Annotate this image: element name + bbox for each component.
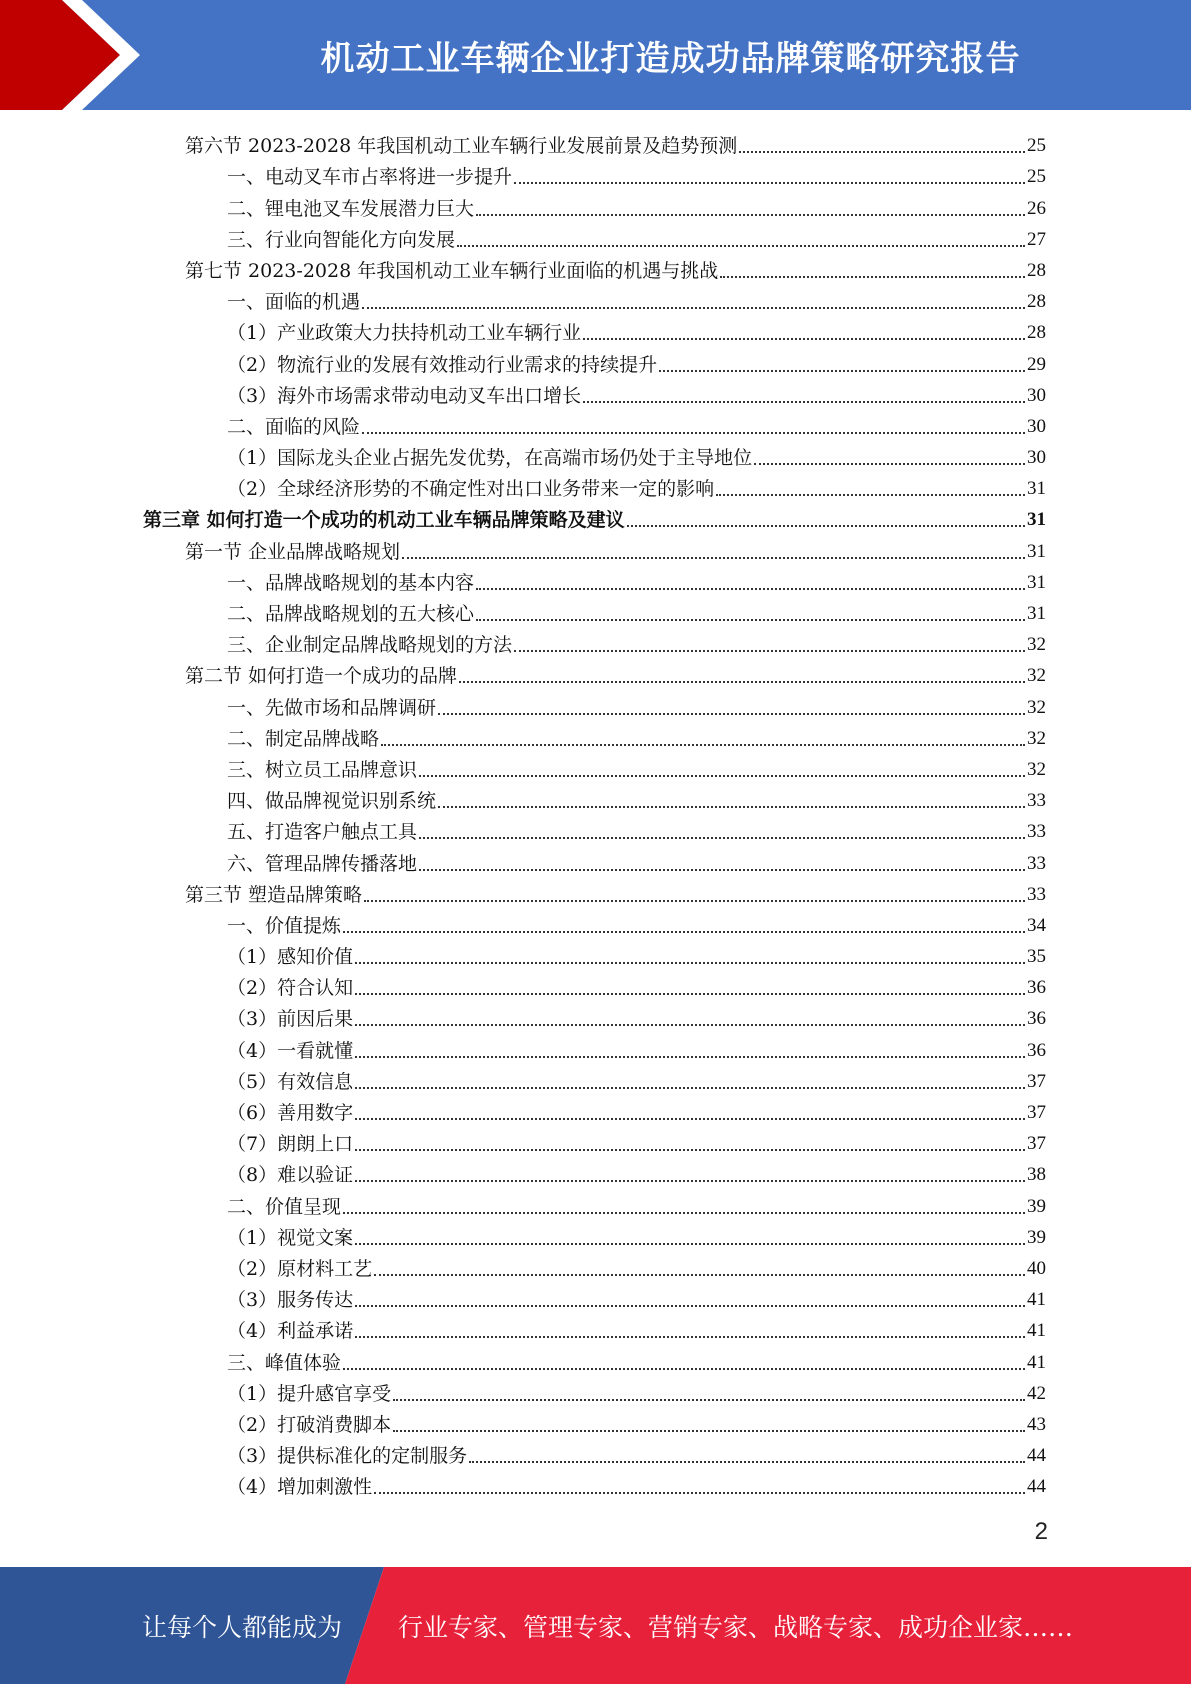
toc-entry-page: 33 <box>1027 821 1046 843</box>
toc-entry-title: （8）难以验证 <box>227 1164 354 1187</box>
toc-entry-page: 42 <box>1027 1382 1046 1404</box>
toc-entry-title: 一、先做市场和品牌调研 <box>227 696 437 719</box>
toc-dot-leader <box>459 681 1025 683</box>
toc-dot-leader <box>355 962 1025 964</box>
toc-entry-title: （6）善用数字 <box>227 1102 354 1124</box>
toc-entry[interactable] <box>0 1187 1191 1218</box>
toc-entry[interactable] <box>0 1406 1191 1437</box>
toc-entry-page: 25 <box>1027 135 1046 157</box>
toc-entry[interactable] <box>0 876 1191 907</box>
toc-entry-page: 36 <box>1027 1008 1046 1030</box>
toc-entry-page: 39 <box>1027 1226 1046 1248</box>
toc-dot-leader <box>355 1087 1025 1089</box>
page-header <box>0 0 1191 110</box>
toc-entry[interactable] <box>0 1281 1191 1312</box>
toc-dot-leader <box>355 1149 1025 1151</box>
toc-entry-page: 31 <box>1027 603 1046 624</box>
toc-entry-title: （2）原材料工艺 <box>227 1257 373 1280</box>
toc-dot-leader <box>419 837 1025 839</box>
toc-entry-title: 三、企业制定品牌战略规划的方法 <box>227 634 513 657</box>
toc-entry-title: （2）全球经济形势的不确定性对出口业务带来一定的影响 <box>227 478 715 501</box>
toc-dot-leader <box>374 1492 1025 1494</box>
toc-entry-title: （2）物流行业的发展有效推动行业需求的持续提升 <box>227 353 658 376</box>
toc-entry[interactable] <box>0 969 1191 1000</box>
toc-entry-title: 第六节 2023-2028 年我国机动工业车辆行业发展前景及趋势预测 <box>185 135 738 158</box>
toc-entry-page: 36 <box>1027 977 1046 999</box>
toc-dot-leader <box>355 1118 1025 1120</box>
toc-entry-page: 37 <box>1027 1102 1046 1123</box>
toc-entry-title: （4）利益承诺 <box>227 1320 354 1343</box>
toc-entry-page: 31 <box>1027 571 1046 593</box>
toc-dot-leader <box>355 1024 1025 1026</box>
toc-dot-leader <box>343 1212 1025 1214</box>
toc-entry[interactable] <box>0 1437 1191 1468</box>
toc-entry-page: 32 <box>1027 696 1046 718</box>
toc-entry[interactable] <box>0 657 1191 688</box>
toc-dot-leader <box>457 245 1025 247</box>
toc-entry-page: 33 <box>1027 790 1046 812</box>
toc-entry-title: （2）符合认知 <box>227 977 354 1000</box>
toc-entry[interactable] <box>0 1343 1191 1374</box>
toc-dot-leader <box>393 1399 1025 1401</box>
toc-entry-page: 37 <box>1027 1133 1046 1155</box>
toc-entry-page: 41 <box>1027 1351 1046 1373</box>
toc-entry[interactable] <box>0 1156 1191 1187</box>
toc-dot-leader <box>419 869 1025 871</box>
toc-entry-title: 五、打造客户触点工具 <box>227 821 418 844</box>
toc-dot-leader <box>438 713 1025 715</box>
toc-entry[interactable] <box>0 439 1191 470</box>
toc-entry[interactable] <box>0 470 1191 501</box>
toc-entry-page: 37 <box>1027 1070 1046 1092</box>
toc-entry-title: 第三节 塑造品牌策略 <box>185 883 363 906</box>
toc-dot-leader <box>716 494 1025 496</box>
toc-entry-page: 36 <box>1027 1039 1046 1061</box>
toc-entry-page: 31 <box>1027 540 1046 562</box>
toc-entry-title: （1）视觉文案 <box>227 1226 354 1249</box>
toc-dot-leader <box>583 338 1025 340</box>
toc-entry-page: 28 <box>1027 259 1046 281</box>
toc-dot-leader <box>364 900 1025 902</box>
toc-entry-title: 一、电动叉车市占率将进一步提升 <box>227 166 513 189</box>
toc-entry-title: 二、锂电池叉车发展潜力巨大 <box>227 197 475 220</box>
toc-entry-title: （1）国际龙头企业占据先发优势，在高端市场仍处于主导地位 <box>227 447 753 470</box>
toc-dot-leader <box>476 588 1025 590</box>
toc-entry-title: （1）感知价值 <box>227 946 354 969</box>
toc-dot-leader <box>343 1368 1025 1370</box>
toc-entry[interactable] <box>0 813 1191 844</box>
toc-entry-title: 三、树立员工品牌意识 <box>227 758 418 781</box>
toc-entry-title: （3）海外市场需求带动电动叉车出口增长 <box>227 384 582 407</box>
toc-dot-leader <box>381 744 1025 746</box>
toc-entry-title: （5）有效信息 <box>227 1070 354 1093</box>
toc-entry[interactable] <box>0 1375 1191 1406</box>
toc-entry[interactable] <box>0 938 1191 969</box>
toc-entry[interactable] <box>0 1000 1191 1031</box>
toc-dot-leader <box>659 370 1025 372</box>
toc-entry-page: 41 <box>1027 1289 1046 1311</box>
toc-dot-leader <box>754 463 1025 465</box>
toc-entry-title: 一、品牌战略规划的基本内容 <box>227 571 475 594</box>
toc-entry[interactable] <box>0 314 1191 345</box>
toc-entry-title: 三、峰值体验 <box>227 1351 342 1374</box>
toc-entry[interactable] <box>0 532 1191 563</box>
toc-entry-title: （3）服务传达 <box>227 1289 354 1312</box>
toc-dot-leader <box>355 993 1025 995</box>
toc-dot-leader <box>583 401 1025 403</box>
toc-entry-page: 27 <box>1027 228 1046 250</box>
toc-entry[interactable] <box>0 1125 1191 1156</box>
toc-entry-title: （7）朗朗上口 <box>227 1133 354 1156</box>
toc-entry[interactable] <box>0 907 1191 938</box>
toc-entry-title: 二、品牌战略规划的五大核心 <box>227 603 475 625</box>
toc-entry-title: 第一节 企业品牌战略规划 <box>185 540 401 563</box>
table-of-contents <box>0 127 1191 1499</box>
toc-entry[interactable] <box>0 221 1191 252</box>
toc-entry-page: 40 <box>1027 1257 1046 1279</box>
toc-entry-page: 44 <box>1027 1445 1046 1467</box>
toc-entry-page: 30 <box>1027 415 1046 437</box>
toc-entry[interactable] <box>0 283 1191 314</box>
toc-dot-leader <box>355 1056 1025 1058</box>
toc-entry[interactable] <box>0 1468 1191 1499</box>
toc-entry[interactable] <box>0 564 1191 595</box>
page-number: 2 <box>1034 1518 1048 1545</box>
toc-entry[interactable] <box>0 1094 1191 1125</box>
toc-entry[interactable] <box>0 720 1191 751</box>
toc-entry[interactable] <box>0 345 1191 376</box>
toc-entry-title: 第三章 如何打造一个成功的机动工业车辆品牌策略及建议 <box>143 509 625 532</box>
toc-entry[interactable] <box>0 595 1191 626</box>
toc-entry-page: 32 <box>1027 727 1046 749</box>
toc-entry-page: 29 <box>1027 353 1046 375</box>
toc-dot-leader <box>355 1243 1025 1245</box>
footer-slogan-right: 行业专家、管理专家、营销专家、战略专家、成功企业家…… <box>398 1612 1074 1642</box>
toc-dot-leader <box>476 214 1025 216</box>
page-footer <box>0 1567 1191 1684</box>
toc-entry[interactable] <box>0 189 1191 220</box>
toc-entry-title: 六、管理品牌传播落地 <box>227 852 418 875</box>
toc-dot-leader <box>355 1180 1025 1182</box>
toc-entry-title: （1）提升感官享受 <box>227 1382 392 1405</box>
toc-entry-page: 28 <box>1027 291 1046 313</box>
toc-entry[interactable] <box>0 1219 1191 1250</box>
toc-entry[interactable] <box>0 626 1191 657</box>
toc-entry-title: （4）一看就懂 <box>227 1039 354 1062</box>
toc-dot-leader <box>374 1274 1025 1276</box>
toc-entry[interactable] <box>0 377 1191 408</box>
toc-entry-title: （2）打破消费脚本 <box>227 1413 392 1436</box>
toc-entry-page: 44 <box>1027 1476 1046 1498</box>
toc-entry-title: 第七节 2023-2028 年我国机动工业车辆行业面临的机遇与挑战 <box>185 259 719 282</box>
toc-entry[interactable] <box>0 1063 1191 1094</box>
toc-dot-leader <box>355 1305 1025 1307</box>
toc-entry-page: 30 <box>1027 447 1046 469</box>
toc-dot-leader <box>343 931 1025 933</box>
toc-entry[interactable] <box>0 1250 1191 1281</box>
document-title: 机动工业车辆企业打造成功品牌策略研究报告 <box>320 38 1021 79</box>
toc-entry-page: 33 <box>1027 852 1046 874</box>
toc-dot-leader <box>627 525 1025 527</box>
toc-dot-leader <box>362 307 1025 309</box>
toc-dot-leader <box>438 806 1025 808</box>
toc-entry[interactable] <box>0 1031 1191 1062</box>
toc-entry[interactable] <box>0 501 1191 532</box>
toc-entry-title: 一、面临的机遇 <box>227 291 361 314</box>
toc-dot-leader <box>402 557 1025 559</box>
toc-entry[interactable] <box>0 1312 1191 1343</box>
toc-dot-leader <box>739 151 1025 153</box>
toc-dot-leader <box>514 650 1025 652</box>
toc-dot-leader <box>720 276 1025 278</box>
toc-entry-page: 39 <box>1027 1195 1046 1217</box>
toc-dot-leader <box>393 1430 1025 1432</box>
toc-entry-page: 25 <box>1027 166 1046 188</box>
toc-dot-leader <box>476 619 1025 621</box>
toc-entry-title: （4）增加刺激性 <box>227 1476 373 1499</box>
toc-dot-leader <box>355 1336 1025 1338</box>
toc-entry-page: 41 <box>1027 1320 1046 1342</box>
toc-entry-title: 二、面临的风险 <box>227 415 361 438</box>
toc-dot-leader <box>362 432 1025 434</box>
toc-entry-title: （1）产业政策大力扶持机动工业车辆行业 <box>227 322 582 345</box>
toc-entry-title: （3）提供标准化的定制服务 <box>227 1445 468 1468</box>
toc-entry-page: 32 <box>1027 758 1046 780</box>
footer-slogan-left: 让每个人都能成为 <box>142 1612 343 1642</box>
toc-entry-title: 三、行业向智能化方向发展 <box>227 228 456 251</box>
toc-entry-title: 二、价值呈现 <box>227 1195 342 1218</box>
toc-entry-page: 38 <box>1027 1164 1046 1186</box>
toc-entry-page: 31 <box>1027 509 1046 531</box>
toc-entry-page: 30 <box>1027 384 1046 406</box>
toc-entry-page: 28 <box>1027 322 1046 344</box>
toc-entry[interactable] <box>0 782 1191 813</box>
toc-dot-leader <box>514 182 1025 184</box>
toc-dot-leader <box>469 1461 1025 1463</box>
toc-entry[interactable] <box>0 408 1191 439</box>
toc-entry-title: （3）前因后果 <box>227 1008 354 1031</box>
toc-entry[interactable] <box>0 158 1191 189</box>
toc-entry[interactable] <box>0 844 1191 875</box>
toc-entry-page: 35 <box>1027 946 1046 968</box>
toc-entry-page: 26 <box>1027 197 1046 219</box>
toc-entry-title: 二、制定品牌战略 <box>227 727 380 750</box>
toc-entry-page: 31 <box>1027 478 1046 500</box>
toc-entry[interactable] <box>0 252 1191 283</box>
toc-entry[interactable] <box>0 127 1191 158</box>
toc-entry[interactable] <box>0 751 1191 782</box>
toc-entry-title: 四、做品牌视觉识别系统 <box>227 790 437 813</box>
toc-entry-title: 第二节 如何打造一个成功的品牌 <box>185 665 458 688</box>
toc-entry-page: 32 <box>1027 665 1046 687</box>
toc-entry-page: 34 <box>1027 914 1046 936</box>
toc-dot-leader <box>419 775 1025 777</box>
toc-entry-page: 33 <box>1027 883 1046 905</box>
toc-entry-title: 一、价值提炼 <box>227 914 342 937</box>
toc-entry-page: 32 <box>1027 634 1046 656</box>
toc-entry[interactable] <box>0 688 1191 719</box>
toc-entry-page: 43 <box>1027 1413 1046 1435</box>
